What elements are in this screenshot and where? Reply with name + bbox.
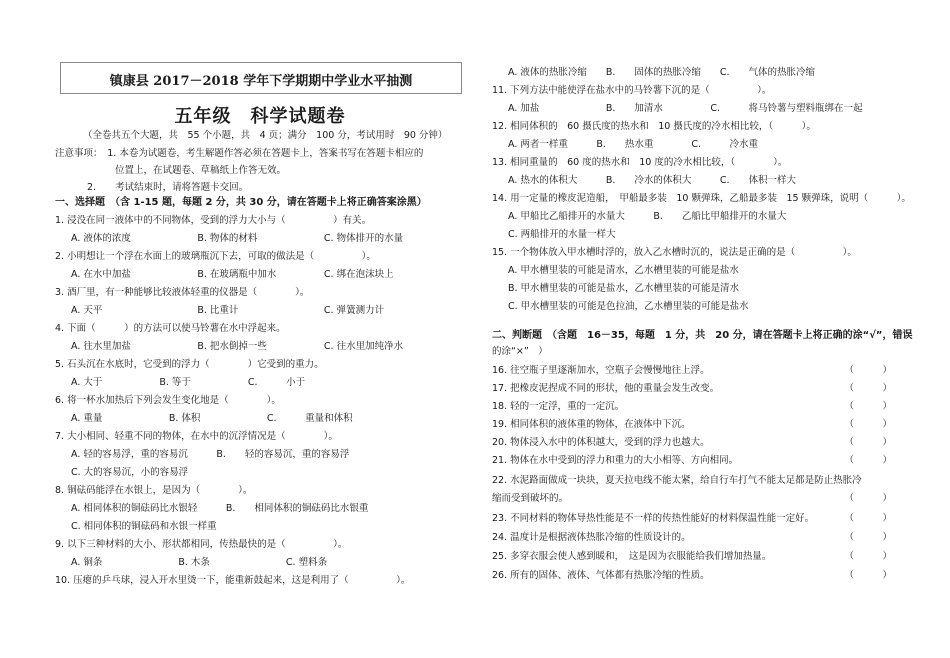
judge-item: 18. 轻的一定浮，重的一定沉。 （ ） <box>492 401 892 412</box>
question-options: A. 甲船比乙船排开的水量大 B. 乙船比甲船排开的水量大 <box>508 211 787 222</box>
question-options: A. 相同体积的铜砝码比水银轻 B. 相同体积的铜砝码比水银重 <box>71 503 369 514</box>
question-options: A. 两者一样重 B. 热水重 C. 冷水重 <box>508 139 759 150</box>
question-options: C. 大的容易沉，小的容易浮 <box>71 467 189 478</box>
question-text: 11. 下列方法中能使浮在盐水中的马铃薯下沉的是（ ）。 <box>492 85 772 96</box>
question-options: C. 相同体积的铜砝码和水银一样重 <box>71 521 217 532</box>
question-text: 9. 以下三种材料的大小、形状都相同，传热最快的是（ ）。 <box>55 539 348 550</box>
judge-item: 17. 把橡皮泥捏成不同的形状，他的重量会发生改变。 （ ） <box>492 383 892 394</box>
question-options: B. 甲水槽里装的可能是盐水，乙水槽里装的可能是清水 <box>508 283 740 294</box>
question-options: A. 在水中加盐 B. 在玻璃瓶中加水 C. 绑在泡沫块上 <box>71 269 394 280</box>
question-text: 13. 相同重量的 60 度的热水和 10 度的冷水相比较，（ ）。 <box>492 157 788 168</box>
question-text: 15. 一个物体放入甲水槽时浮的，放入乙水槽时沉的，说法是正确的是（ ）。 <box>492 247 857 258</box>
exam-info: （全卷共五个大题，共 55 个小题，共 4 页；满分 100 分，考试用时 90 分钟） <box>83 130 448 141</box>
judge-item: 20. 物体浸入水中的体积越大，受到的浮力也越大。 （ ） <box>492 437 892 448</box>
question-text: 12. 相同体积的 60 摄氏度的热水和 10 摄氏度的冷水相比较，（ ）。 <box>492 121 816 132</box>
question-options: A. 天平 B. 比重计 C. 弹簧测力计 <box>71 305 385 316</box>
question-text: 1. 浸没在同一液体中的不同物体，受到的浮力大小与（ ）有关。 <box>55 215 372 226</box>
section-2-heading-cont: 的涂“×” ） <box>492 346 548 357</box>
judge-item: 21. 物体在水中受到的浮力和重力的大小相等、方向相同。 （ ） <box>492 455 892 466</box>
question-text: 5. 石头沉在水底时，它受到的浮力（ ）它受到的重力。 <box>55 359 324 370</box>
question-options: A. 往水里加盐 B. 把水倒掉一些 C. 往水里加纯净水 <box>71 341 404 352</box>
question-text: 4. 下面（ ）的方法可以使马铃薯在水中浮起来。 <box>55 323 286 334</box>
question-text: 3. 酒厂里，有一种能够比较液体轻重的仪器是（ ）。 <box>55 287 310 298</box>
question-options: A. 甲水槽里装的可能是清水，乙水槽里装的可能是盐水 <box>508 265 739 276</box>
note-2: 2. 考试结束时，请将答题卡交回。 <box>87 182 249 193</box>
question-options: C. 甲水槽里装的可能是色拉油，乙水槽里装的可能是盐水 <box>508 301 749 312</box>
judge-item: 23. 不同材料的物体导热性能是不一样的传热性能好的材料保温性能一定好。 （ ） <box>492 513 892 524</box>
note-1: 注意事项： 1. 本卷为试题卷，考生解题作答必须在答题卡上，答案书写在答题卡相应的 <box>55 148 424 159</box>
section-2-heading: 二、判断题 （含题 16－35，每题 1 分，共 20 分，请在答题卡上将正确的涂“√”，错误 <box>492 330 913 341</box>
question-options: A. 重量 B. 体积 C. 重量和体积 <box>71 413 353 424</box>
question-options: C. 两船排开的水量一样大 <box>508 229 616 240</box>
header-box <box>60 62 462 94</box>
judge-item: 22. 水泥路面做成一块块，夏天拉电线不能太紧，给自行车打气不能太足都是防止热胀冷 <box>492 475 862 486</box>
question-options: A. 轻的容易浮，重的容易沉 B. 轻的容易沉，重的容易浮 <box>71 449 350 460</box>
question-text: 8. 铜砝码能浮在水银上，是因为（ ）。 <box>55 485 253 496</box>
judge-item: 25. 多穿衣服会使人感到暖和， 这是因为衣服能给我们增加热量。 （ ） <box>492 551 892 562</box>
note-1b: 位置上，在试题卷、草稿纸上作答无效。 <box>115 165 287 176</box>
judge-item: 19. 相同体积的液体重的物体，在液体中下沉。 （ ） <box>492 419 892 430</box>
judge-item: 26. 所有的固体、液体、气体都有热胀冷缩的性质。 （ ） <box>492 570 892 581</box>
judge-item: 16. 往空瓶子里逐渐加水，空瓶子会慢慢地往上浮。 （ ） <box>492 365 892 376</box>
question-text: 6. 将一杯水加热后下列会发生变化地是（ ）。 <box>55 395 281 406</box>
question-text: 7. 大小相同、轻重不同的物体，在水中的沉浮情况是（ ）。 <box>55 431 338 442</box>
exam-title: 五年级 科学试题卷 <box>174 106 346 127</box>
question-text: 14. 用一定量的橡皮泥造船， 甲船最多装 10 颗弹珠，乙船最多装 15 颗弹珠，说明（ ）。 <box>492 193 911 204</box>
question-options: A. 铜条 B. 木条 C. 塑料条 <box>71 557 328 568</box>
question-options: A. 液体的热胀冷缩 B. 固体的热胀冷缩 C. 气体的热胀冷缩 <box>508 67 816 78</box>
question-options: A. 液体的浓度 B. 物体的材料 C. 物体排开的水量 <box>71 233 404 244</box>
question-options: A. 热水的体积大 B. 冷水的体积大 C. 体积一样大 <box>508 175 797 186</box>
question-text: 10. 压瘪的乒乓球，浸入开水里烫一下，能重新鼓起来，这是利用了（ ）。 <box>55 575 411 586</box>
judge-item: 24. 温度计是根据液体热胀冷缩的性质设计的。 （ ） <box>492 532 892 543</box>
question-options: A. 大于 B. 等于 C. 小于 <box>71 377 306 388</box>
exam-header: 镇康县 2017－2018 学年下学期期中学业水平抽测 <box>109 74 413 89</box>
question-options: A. 加盐 B. 加清水 C. 将马铃薯与塑料瓶绑在一起 <box>508 103 863 114</box>
judge-item-cont: 缩而受到破坏的。 （ ） <box>492 493 892 504</box>
question-text: 2. 小明想让一个浮在水面上的玻璃瓶沉下去，可取的做法是（ ）。 <box>55 251 376 262</box>
section-1-heading: 一、选择题 （含 1-15 题，每题 2 分，共 30 分，请在答题卡上将正确答案涂黑） <box>55 197 427 208</box>
